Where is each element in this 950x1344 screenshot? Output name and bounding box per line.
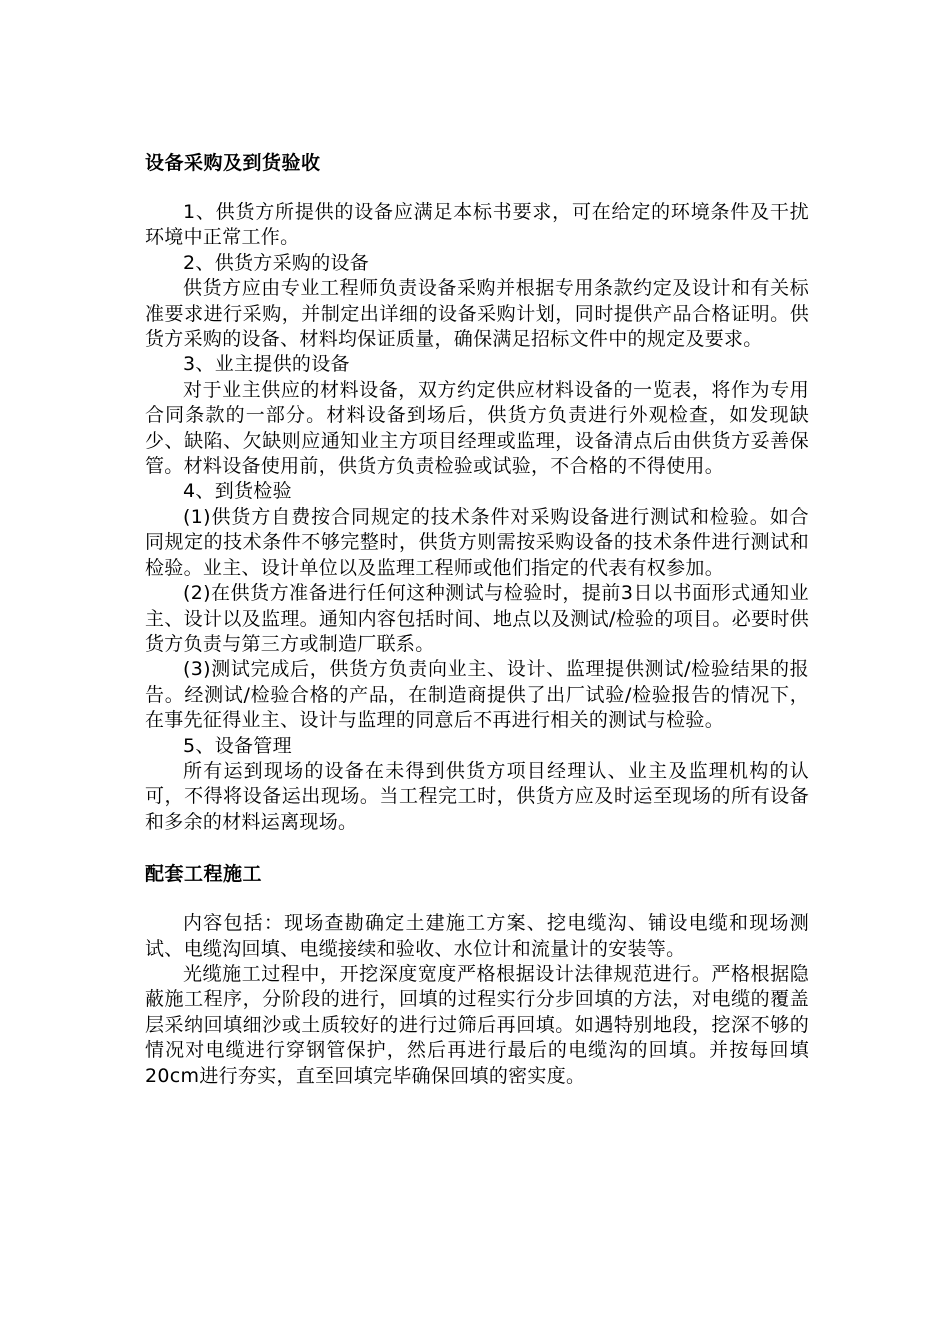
section-heading-equipment-procurement: 设备采购及到货验收: [145, 152, 321, 174]
subheading-paragraph: 5、设备管理: [183, 734, 292, 757]
section-body-equipment-procurement: [145, 200, 809, 835]
subheading-paragraph: 4、到货检验: [183, 480, 292, 503]
subheading-paragraph: 2、供货方采购的设备: [183, 251, 370, 274]
paragraph: (1)供货方自费按合同规定的技术条件对采购设备进行测试和检验。如合同规定的技术条件不够完整时，供货方则需按采购设备的技术条件进行测试和检验。业主、设计单位以及监理工程师或他们指定的代表有权参加。: [145, 505, 809, 579]
paragraph: 对于业主供应的材料设备，双方约定供应材料设备的一览表，将作为专用合同条款的一部分。材料设备到场后，供货方负责进行外观检查，如发现缺少、缺陷、欠缺则应通知业主方项目经理或监理，设备清点后由供货方妥善保管。材料设备使用前，供货方负责检验或试验，不合格的不得使用。: [145, 378, 809, 478]
paragraph: (2)在供货方准备进行任何这种测试与检验时，提前3日以书面形式通知业主、设计以及监理。通知内容包括时间、地点以及测试/检验的项目。必要时供货方负责与第三方或制造厂联系。: [145, 582, 809, 655]
paragraph: 供货方应由专业工程师负责设备采购并根据专用条款约定及设计和有关标准要求进行采购，并制定出详细的设备采购计划，同时提供产品合格证明。供货方采购的设备、材料均保证质量，确保满足招标文件中的规定及要求。: [145, 277, 809, 351]
subheading-paragraph: 3、业主提供的设备: [183, 353, 350, 376]
paragraph: 内容包括：现场查勘确定土建施工方案、挖电缆沟、铺设电缆和现场测试、电缆沟回填、电缆接续和验收、水位计和流量计的安装等。: [145, 912, 809, 960]
section-heading-supporting-works: 配套工程施工: [145, 863, 263, 886]
paragraph: (3)测试完成后，供货方负责向业主、设计、监理提供测试/检验结果的报告。经测试/检验合格的产品，在制造商提供了出厂试验/检验报告的情况下，在事先征得业主、设计与监理的同意后不再进行相关的测试与检验。: [145, 658, 809, 732]
paragraph: 1、供货方所提供的设备应满足本标书要求，可在给定的环境条件及干扰环境中正常工作。: [145, 201, 809, 249]
section-body-supporting-works: [145, 911, 809, 1089]
paragraph: 光缆施工过程中，开挖深度宽度严格根据设计法律规范进行。严格根据隐蔽施工程序，分阶段的进行，回填的过程实行分步回填的方法，对电缆的覆盖层采纳回填细沙或土质较好的进行过筛后再回填。如遇特别地段，挖深不够的情况对电缆进行穿钢管保护，然后再进行最后的电缆沟的回填。并按每回填20cm进行夯实，直至回填完毕确保回填的密实度。: [145, 962, 809, 1087]
document-page: [145, 150, 809, 1089]
paragraph: 所有运到现场的设备在未得到供货方项目经理认、业主及监理机构的认可，不得将设备运出现场。当工程完工时，供货方应及时运至现场的所有设备和多余的材料运离现场。: [145, 759, 809, 833]
